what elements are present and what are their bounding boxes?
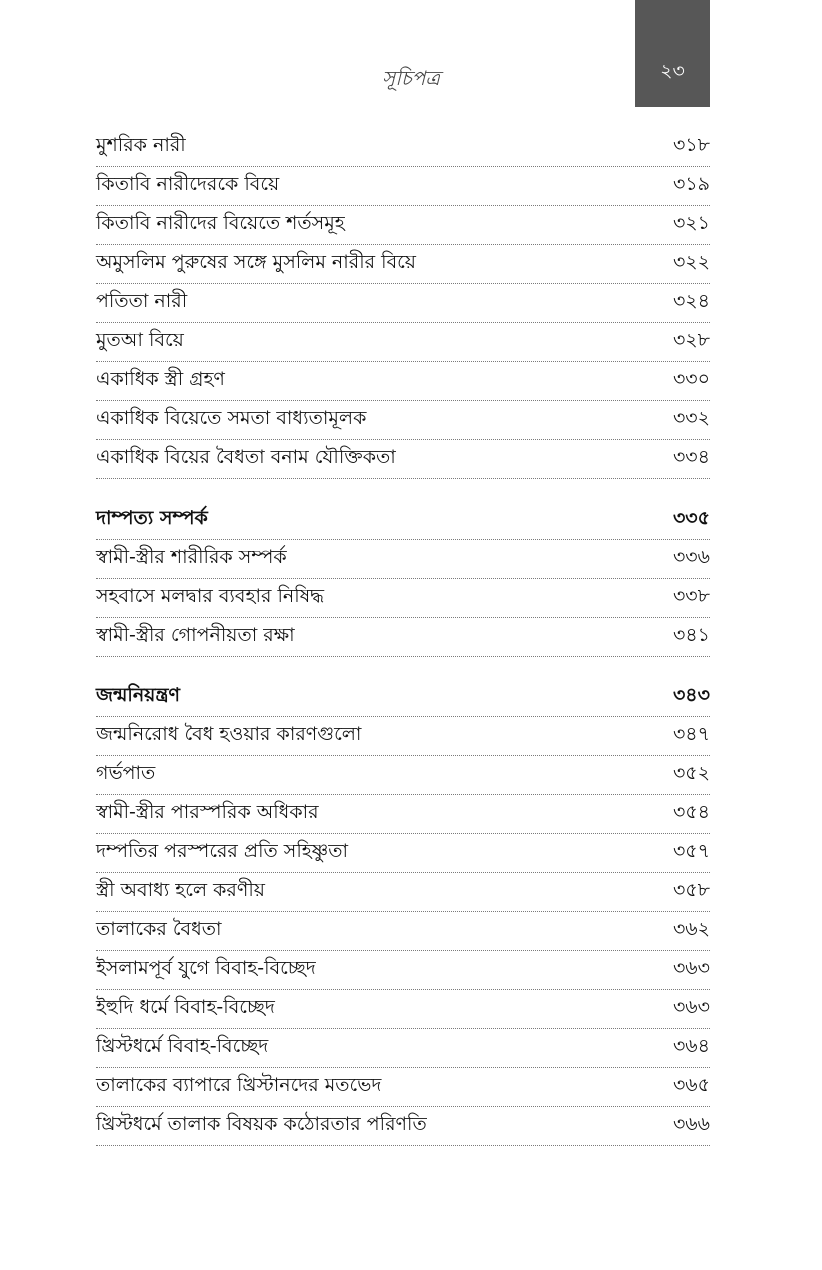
toc-entry-title: পতিতা নারী	[96, 290, 188, 312]
toc-group	[96, 501, 710, 657]
toc-section-page: ৩৪৩	[672, 684, 710, 706]
toc-entry-page: ৩২২	[672, 251, 710, 273]
toc-entry-page: ৩৩০	[672, 368, 710, 390]
toc-entry-title: ইসলামপূর্ব যুগে বিবাহ-বিচ্ছেদ	[96, 957, 316, 979]
toc-group	[96, 128, 710, 479]
toc-entry-title: জন্মনিরোধ বৈধ হওয়ার কারণগুলো	[96, 723, 362, 745]
toc-entry-title: স্বামী-স্ত্রীর পারস্পরিক অধিকার	[96, 801, 319, 823]
toc-entry-title: ইহুদি ধর্মে বিবাহ-বিচ্ছেদ	[96, 996, 275, 1018]
toc-entry	[96, 912, 710, 951]
toc-entry-title: স্ত্রী অবাধ্য হলে করণীয়	[96, 879, 265, 901]
toc-entry-title: স্বামী-স্ত্রীর শারীরিক সম্পর্ক	[96, 546, 287, 568]
toc-section-page: ৩৩৫	[672, 507, 710, 529]
toc-entry-title: তালাকের বৈধতা	[96, 918, 222, 940]
toc-entry-title: একাধিক বিয়ের বৈধতা বনাম যৌক্তিকতা	[96, 446, 396, 468]
toc-entry	[96, 540, 710, 579]
toc-entry	[96, 873, 710, 912]
toc-entry-page: ৩৫২	[672, 762, 710, 784]
toc-entry-title: মুতআ বিয়ে	[96, 329, 184, 351]
toc-entry	[96, 1107, 710, 1146]
toc-entry-page: ৩৫৪	[672, 801, 710, 823]
toc-entry-title: সহবাসে মলদ্বার ব্যবহার নিষিদ্ধ	[96, 585, 325, 607]
toc-entry	[96, 990, 710, 1029]
page-number: ২৩	[660, 60, 685, 82]
toc-entry-page: ৩৩৮	[672, 585, 710, 607]
toc-entry-title: তালাকের ব্যাপারে খ্রিস্টানদের মতভেদ	[96, 1074, 382, 1096]
toc-entry-title: গর্ভপাত	[96, 762, 156, 784]
toc-entry-title: খ্রিস্টধর্মে বিবাহ-বিচ্ছেদ	[96, 1035, 269, 1057]
toc-entry-page: ৩৬২	[672, 918, 710, 940]
toc-entry	[96, 756, 710, 795]
toc-entry-title: একাধিক বিয়েতে সমতা বাধ্যতামূলক	[96, 407, 367, 429]
toc-entry-page: ৩৬৪	[672, 1035, 710, 1057]
toc-entry-page: ৩৪১	[672, 624, 710, 646]
toc-entry-page: ৩১৯	[672, 173, 710, 195]
toc-entry	[96, 440, 710, 479]
toc-entry-page: ৩৩৬	[672, 546, 710, 568]
toc-group	[96, 678, 710, 1146]
running-head: সূচিপত্র	[382, 66, 440, 90]
toc-entry-page: ৩১৮	[672, 134, 710, 156]
toc-entry	[96, 362, 710, 401]
toc-entry-title: খ্রিস্টধর্মে তালাক বিষয়ক কঠোরতার পরিণতি	[96, 1113, 427, 1135]
toc-entry	[96, 951, 710, 990]
toc-entry	[96, 795, 710, 834]
toc-entry-title: স্বামী-স্ত্রীর গোপনীয়তা রক্ষা	[96, 624, 295, 646]
toc-entry-page: ৩৩৪	[672, 446, 710, 468]
toc-entry-page: ৩৩২	[672, 407, 710, 429]
toc-entry-page: ৩২৮	[672, 329, 710, 351]
toc-entry	[96, 245, 710, 284]
toc-entry-page: ৩৬৩	[672, 957, 710, 979]
toc-entry-title: দম্পতির পরস্পরের প্রতি সহিষ্ণুতা	[96, 840, 349, 862]
toc-section-title: দাম্পত্য সম্পর্ক	[96, 507, 208, 529]
toc-entry-title: কিতাবি নারীদেরকে বিয়ে	[96, 173, 280, 195]
toc-entry	[96, 323, 710, 362]
toc-entry-page: ৩৬৫	[672, 1074, 710, 1096]
toc-entry-page: ৩২৪	[672, 290, 710, 312]
toc-entry-page: ৩২১	[672, 212, 710, 234]
toc-section-heading	[96, 501, 710, 540]
toc-entry-page: ৩৫৭	[672, 840, 710, 862]
toc-entry	[96, 1068, 710, 1107]
page-number-tab	[635, 0, 710, 107]
toc-entry	[96, 128, 710, 167]
toc-entry	[96, 1029, 710, 1068]
toc-entry-title: অমুসলিম পুরুষের সঙ্গে মুসলিম নারীর বিয়ে	[96, 251, 416, 273]
toc-entry	[96, 167, 710, 206]
toc-entry	[96, 206, 710, 245]
toc-entry	[96, 579, 710, 618]
toc-entry	[96, 618, 710, 657]
toc-entry-title: কিতাবি নারীদের বিয়েতে শর্তসমূহ	[96, 212, 345, 234]
toc-entry	[96, 284, 710, 323]
toc-entry-page: ৩৬৬	[672, 1113, 710, 1135]
toc-entry	[96, 401, 710, 440]
toc-entry	[96, 717, 710, 756]
toc-section-title: জন্মনিয়ন্ত্রণ	[96, 684, 181, 706]
toc-section-heading	[96, 678, 710, 717]
toc-entry-page: ৩৪৭	[672, 723, 710, 745]
toc-entry-title: মুশরিক নারী	[96, 134, 186, 156]
toc-entry-page: ৩৫৮	[672, 879, 710, 901]
toc-entry-page: ৩৬৩	[672, 996, 710, 1018]
toc-entry-title: একাধিক স্ত্রী গ্রহণ	[96, 368, 225, 390]
toc-entry	[96, 834, 710, 873]
